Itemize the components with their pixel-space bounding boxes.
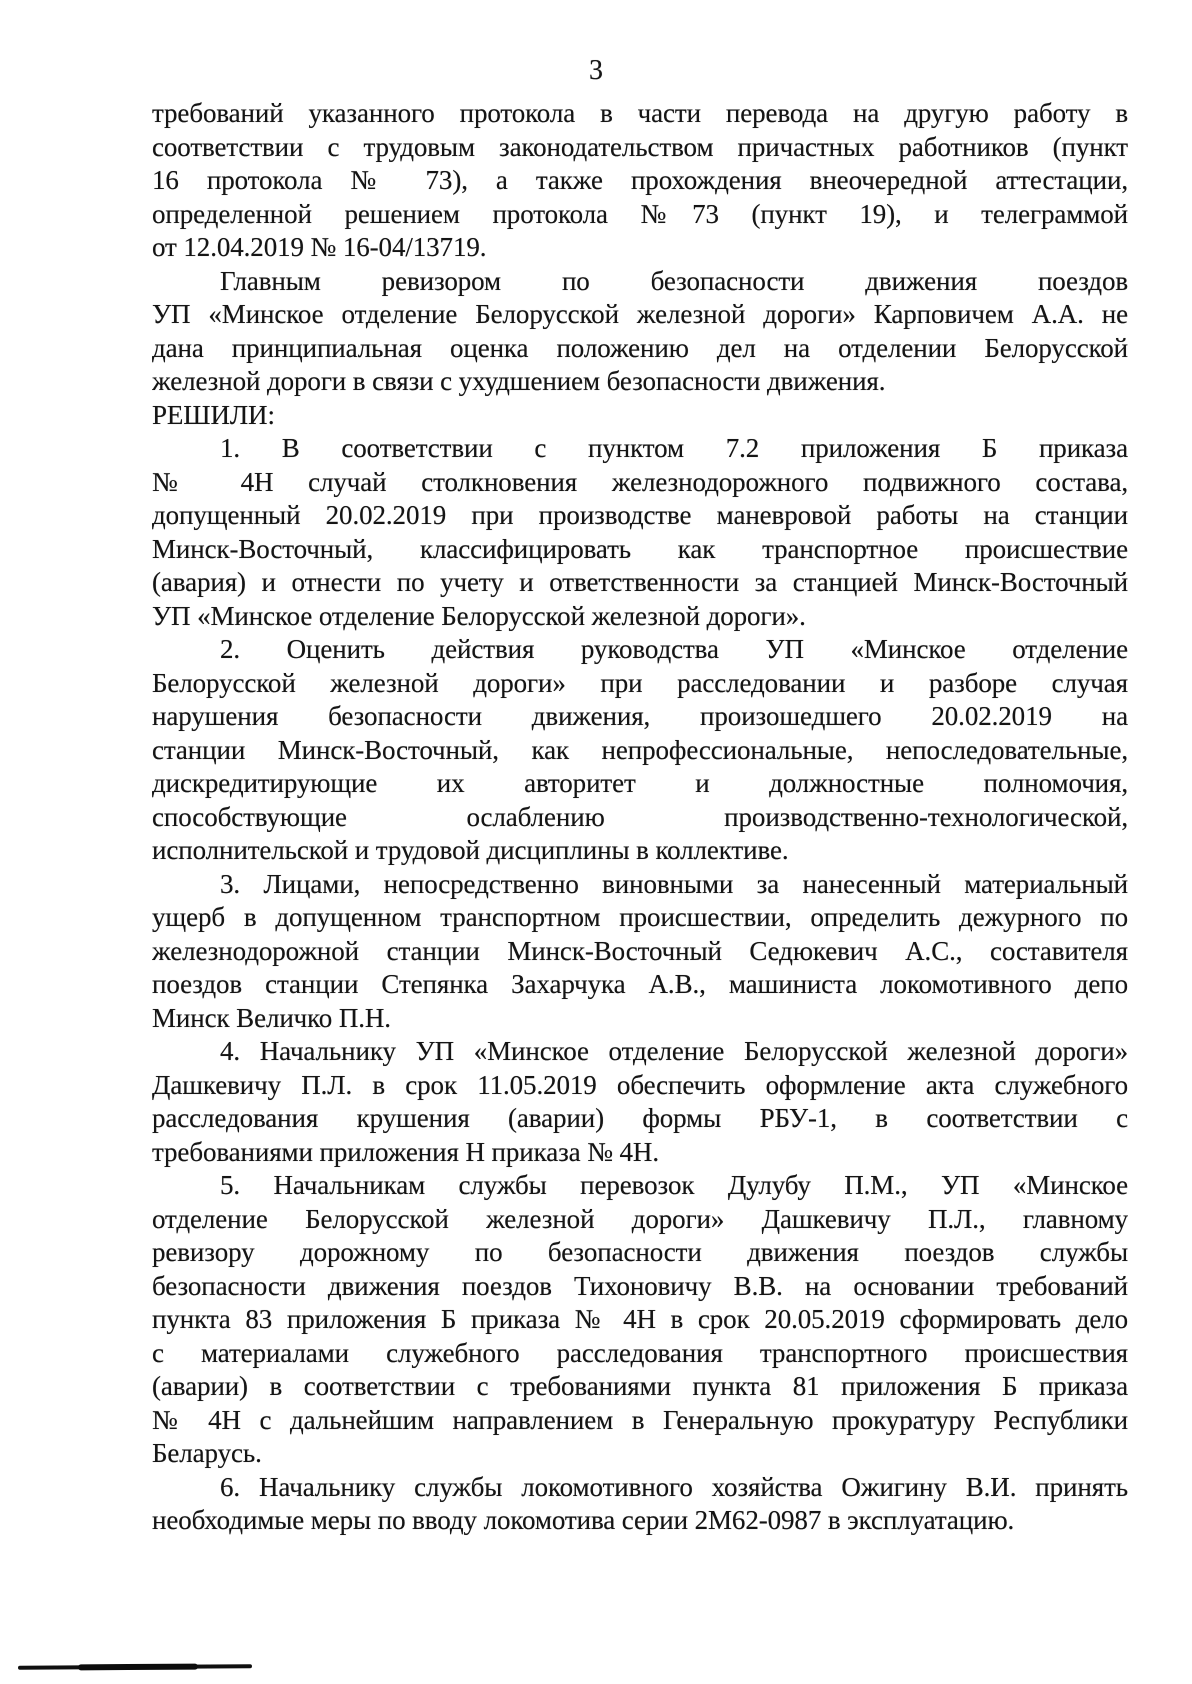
text-line: железной дороги в связи с ухудшением безопасности движения. [152, 366, 886, 396]
text-line: определенной решением протокола №73 (пункт 19), и телеграммой [152, 198, 1128, 229]
text-line: Дашкевичу П.Л. в срок 11.05.2019 обеспечить оформление акта служебного [152, 1069, 1128, 1100]
text-line: нарушения безопасности движения, произошедшего 20.02.2019 на [152, 701, 1128, 731]
text-line: Минск Величко П.Н. [152, 1002, 391, 1033]
text-line: требований указанного протокола в части перевода на другую работу в [152, 98, 1128, 128]
text-line: (аварии) в соответствии с требованиями пункта 81 приложения Б приказа [152, 1371, 1128, 1401]
text-line: ущерб в допущенном транспортном происшествии, определить дежурного по [152, 902, 1128, 932]
text-line: Главным ревизором по безопасности движения поездов [220, 265, 1128, 296]
text-line: Минск-Восточный, классифицировать как транспортное происшествие [152, 533, 1128, 564]
text-line: ревизору дорожному по безопасности движения поездов службы [152, 1237, 1128, 1267]
text-line: станции Минск-Восточный, как непрофессиональные, непоследовательные, [152, 734, 1128, 765]
document-body [152, 97, 1128, 1538]
text-line: пункта 83 приложения Б приказа № 4Н в срок 20.05.2019 сформировать дело [152, 1304, 1128, 1334]
text-line: 5. Начальникам службы перевозок Дулубу П.М., УП «Минское [220, 1170, 1128, 1200]
text-line: от 12.04.2019 № 16-04/13719. [152, 232, 487, 262]
text-line: дана принципиальная оценка положению дел на отделении Белорусской [152, 332, 1128, 363]
text-line: способствующие ослаблению производственно-технологической, [152, 801, 1128, 832]
text-line: требованиями приложения Н приказа № 4Н. [152, 1136, 659, 1167]
scan-artifact-line [18, 1664, 252, 1669]
text-line: безопасности движения поездов Тихоновичу В.В. на основании требований [152, 1270, 1128, 1301]
text-line: необходимые меры по вводу локомотива серии 2М62-0987 в эксплуатацию. [152, 1505, 1015, 1535]
text-line: исполнительской и трудовой дисциплины в коллективе. [152, 835, 789, 865]
text-line: расследования крушения (аварии) формы РБУ-1, в соответствии с [152, 1103, 1128, 1133]
text-line: 16 протокола № 73), а также прохождения внеочередной аттестации, [152, 165, 1128, 195]
text-line: 4. Начальнику УП «Минское отделение Белорусской железной дороги» [220, 1036, 1128, 1066]
text-line: 1. В соответствии с пунктом 7.2 приложения Б приказа [220, 433, 1128, 463]
text-line: УП «Минское отделение Белорусской железной дороги». [152, 600, 806, 631]
text-line: отделение Белорусской железной дороги» Дашкевичу П.Л., главному [152, 1203, 1128, 1234]
text-line: УП «Минское отделение Белорусской железной дороги» Карповичем А.А. не [152, 299, 1128, 329]
text-line: дискредитирующие их авторитет и должностные полномочия, [152, 768, 1128, 798]
text-line: № 4Н с дальнейшим направлением в Генеральную прокуратуру Республики [152, 1404, 1128, 1435]
page-number: 3 [589, 55, 603, 86]
text-line: № 4Н случай столкновения железнодорожного подвижного состава, [152, 466, 1128, 497]
text-line: 3. Лицами, непосредственно виновными за нанесенный материальный [220, 868, 1128, 899]
text-line: Беларусь. [152, 1438, 262, 1468]
text-line: поездов станции Степянка Захарчука А.В., машиниста локомотивного депо [152, 969, 1128, 999]
text-line: допущенный 20.02.2019 при производстве маневровой работы на станции [152, 500, 1128, 530]
text-line: РЕШИЛИ: [152, 399, 275, 430]
text-line: (авария) и отнести по учету и ответственности за станцией Минск-Восточный [152, 567, 1128, 597]
text-line: железнодорожной станции Минск-Восточный Седюкевич А.С., составителя [152, 935, 1128, 966]
text-line: 6. Начальнику службы локомотивного хозяйства Ожигину В.И. принять [220, 1471, 1128, 1502]
text-line: соответствии с трудовым законодательством причастных работников (пункт [152, 131, 1128, 162]
text-line: Белорусской железной дороги» при расследовании и разборе случая [152, 667, 1128, 698]
text-line: с материалами служебного расследования транспортного происшествия [152, 1337, 1128, 1368]
text-line: 2. Оценить действия руководства УП «Минское отделение [220, 634, 1128, 664]
